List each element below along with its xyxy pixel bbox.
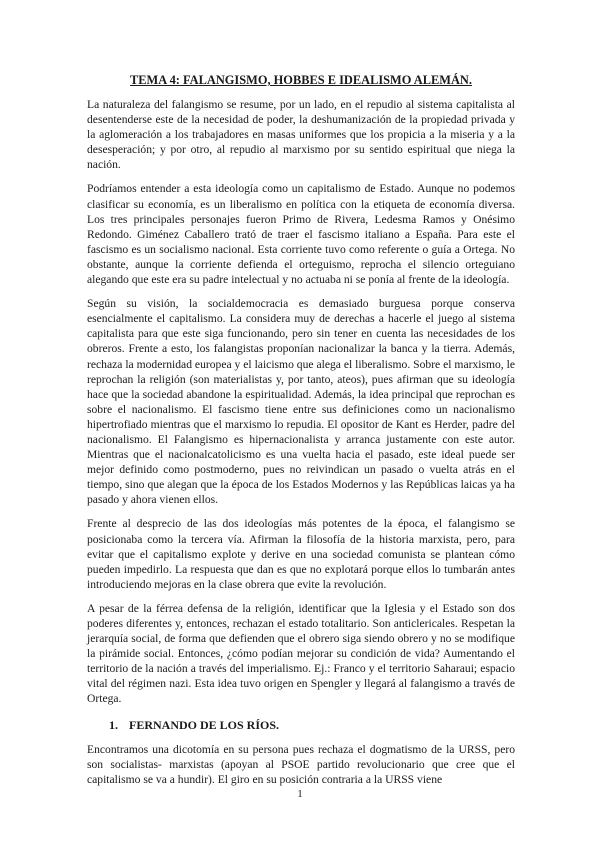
page-content bbox=[87, 72, 515, 796]
section-title: FERNANDO DE LOS RÍOS. bbox=[129, 717, 280, 732]
section-heading bbox=[109, 717, 515, 733]
section-paragraph: Encontramos una dicotomía en su persona pues rechaza el dogmatismo de la URSS, pero son socialistas- marxistas (apoyan al PSOE partido revolucionario que cree que el capitalismo se va a hundir). El giro en su posición contraria a la URSS viene bbox=[87, 742, 515, 786]
document-title: TEMA 4: FALANGISMO, HOBBES E IDEALISMO ALEMÁN. bbox=[130, 73, 472, 87]
page-number: 1 bbox=[297, 788, 303, 800]
paragraph-5: A pesar de la férrea defensa de la religión, identificar que la Iglesia y el Estado son dos poderes diferentes y, entonces, rechazan el estado totalitario. Son anticlericales. Respetan la jerarquía social, de forma que defienden que el obrero siga siendo obrero y no se modifique la pirámide social. Entonces, ¿cómo podían mejorar su condición de vida? Aumentando el territorio de la nación a través del imperialismo. Ej.: Franco y el territorio Saharaui; espacio vital del régimen nazi. Esta idea tuvo origen en Spengler y llegará al falangismo a través de Ortega. bbox=[87, 601, 515, 706]
paragraph-4: Frente al desprecio de las dos ideologías más potentes de la época, el falangismo se posicionaba como la tercera vía. Afirman la filosofía de la historia marxista, pero, para evitar que el capitalismo explote y derive en una sociedad comunista se plantean cómo pueden impedirlo. La respuesta que dan es que no explotará porque ellos lo tumbarán antes introduciendo mejoras en la clase obrera que evite la revolución. bbox=[87, 517, 515, 591]
paragraph-1: La naturaleza del falangismo se resume, por un lado, en el repudio al sistema capitalista al desentenderse este de la necesidad de poder, la deshumanización de la propiedad privada y la aglomeración a los trabajadores en masas uniformes que los propicia a la miseria y a la desesperación; y por otro, al repudio al marxismo por su sentido espiritual que niega la nación. bbox=[87, 98, 515, 172]
paragraph-3: Según su visión, la socialdemocracia es demasiado burguesa porque conserva esencialmente el capitalismo. La considera muy de derechas a hacerle el juego al sistema capitalista para que este siga funcionando, pero sin tener en cuenta las necesidades de los obreros. Frente a esto, los falangistas proponían nacionalizar la banca y la tierra. Además, rechaza la modernidad europea y el laicismo que alega el liberalismo. Sobre el marxismo, le reprochan la religión (son materialistas y, por tanto, ateos), pues afirman que su ideología hace que la sociedad abandone la espiritualidad. Además, la idea principal que reprochan es sobre el nacionalismo. El fascismo tiene entre sus definiciones como un nacionalismo hipertrofiado mientras que el marxismo lo repudia. El opositor de Kant es Herder, padre del nacionalismo. El Falangismo es hipernacionalista y arranca justamente con este autor. Mientras que el nacionalcatolicismo es una vuelta hacia el pasado, este ideal puede ser mejor definido como postmoderno, pues no reivindican un pasado o vuelta atrás en el tiempo, sino que alegan que la época de los Estados Modernos y las Repúblicas laicas ya ha pasado y ahora vienen ellos. bbox=[87, 297, 515, 507]
paragraph-2: Podríamos entender a esta ideología como un capitalismo de Estado. Aunque no podemos clasificar su economía, es un liberalismo en política con la etiqueta de economía diversa. Los tres principales personajes fueron Primo de Rivera, Ledesma Ramos y Onésimo Redondo. Giménez Caballero trató de traer el fascismo italiano a España. Para este el fascismo es un socialismo nacional. Esta corriente tuvo como referente o guía a Ortega. No obstante, aunque la corriente defienda el orteguismo, reprocha el silencio orteguiano alegando que este era su padre intelectual y no actuaba ni se ponía al frente de la ideología. bbox=[87, 182, 515, 287]
section-number: 1. bbox=[109, 717, 118, 732]
